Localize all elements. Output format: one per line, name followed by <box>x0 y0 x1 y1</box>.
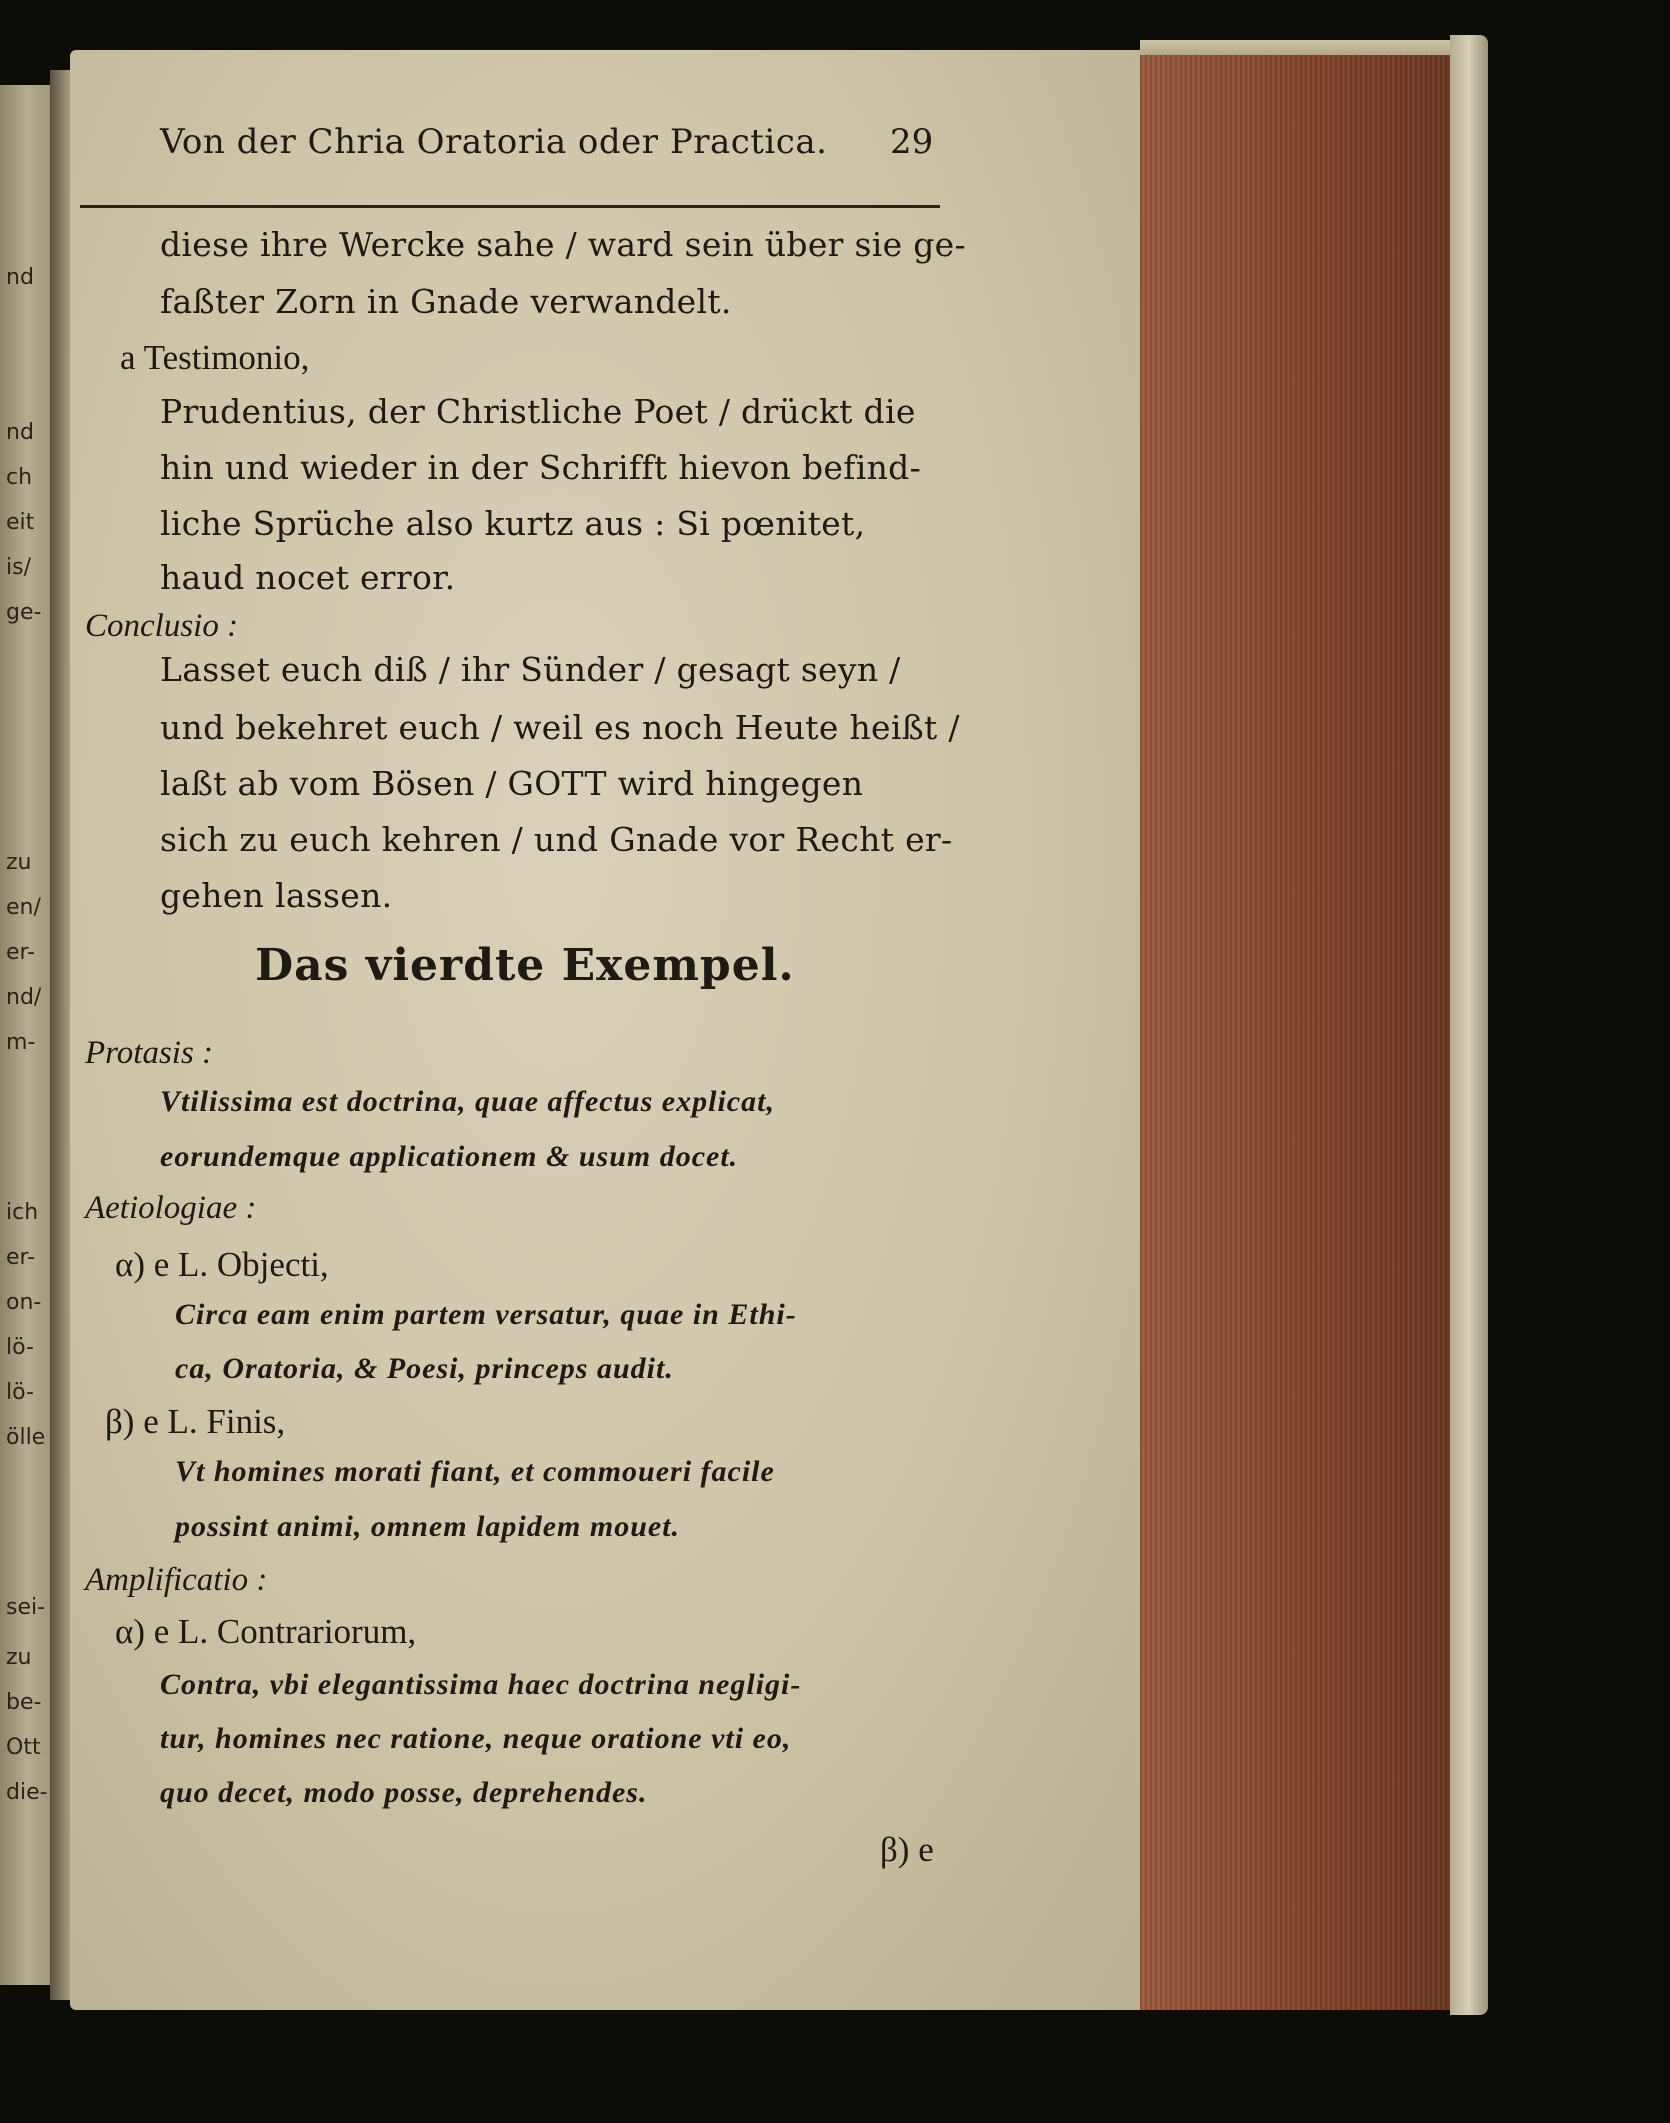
text-line: und bekehret euch / weil es noch Heute heißt / <box>160 708 960 747</box>
left-fragment: sei- <box>6 1595 46 1620</box>
page-stack-edge <box>1140 55 1455 2010</box>
section-label: Conclusio : <box>85 608 239 644</box>
left-fragment: m- <box>6 1030 36 1055</box>
section-label: Aetiologiae : <box>85 1190 257 1226</box>
header-rule <box>80 205 940 208</box>
left-fragment: nd/ <box>6 985 42 1010</box>
subsection-label: α) e L. Objecti, <box>115 1245 329 1284</box>
left-fragment: ge- <box>6 600 42 625</box>
left-fragment: en/ <box>6 895 41 920</box>
text-line: diese ihre Wercke sahe / ward sein über sie ge- <box>160 225 966 264</box>
text-line: sich zu euch kehren / und Gnade vor Recht er- <box>160 820 953 859</box>
latin-line: tur, homines nec ratione, neque oratione vti eo, <box>160 1722 792 1755</box>
latin-line: quo decet, modo posse, deprehendes. <box>160 1776 648 1809</box>
left-fragment: zu <box>6 1645 32 1670</box>
text-line: gehen lassen. <box>160 876 393 915</box>
section-label: Protasis : <box>85 1035 214 1071</box>
left-fragment: ch <box>6 465 33 490</box>
text-line: faßter Zorn in Gnade verwandelt. <box>160 282 732 321</box>
left-fragment: nd <box>6 420 34 445</box>
latin-line: Contra, vbi elegantissima haec doctrina negligi- <box>160 1668 802 1701</box>
left-fragment: on- <box>6 1290 42 1315</box>
section-heading: Das vierdte Exempel. <box>255 940 795 991</box>
left-fragment: be- <box>6 1690 42 1715</box>
subsection-label: β) e L. Finis, <box>105 1402 286 1441</box>
left-fragment: ich <box>6 1200 39 1225</box>
left-fragment: zu <box>6 850 32 875</box>
page-number: 29 <box>890 122 934 162</box>
text-line: liche Sprüche also kurtz aus : Si pœnitet, <box>160 504 866 543</box>
left-fragment: is/ <box>6 555 31 580</box>
catchword: β) e <box>880 1830 934 1869</box>
left-fragment: lö- <box>6 1335 34 1360</box>
text-line: Prudentius, der Christliche Poet / drückt die <box>160 392 916 431</box>
section-label: Amplificatio : <box>85 1562 268 1598</box>
latin-line: Vt homines morati fiant, et commoueri facile <box>175 1455 775 1488</box>
left-fragment: nd <box>6 265 34 290</box>
latin-line: ca, Oratoria, & Poesi, princeps audit. <box>175 1352 674 1385</box>
left-fragment: lö- <box>6 1380 34 1405</box>
subsection-label: α) e L. Contrariorum, <box>115 1612 417 1651</box>
left-fragment: er- <box>6 1245 36 1270</box>
latin-line: Vtilissima est doctrina, quae affectus explicat, <box>160 1085 775 1118</box>
text-line: Lasset euch diß / ihr Sünder / gesagt seyn / <box>160 650 901 689</box>
text-line: haud nocet error. <box>160 558 456 597</box>
left-fragment: Ott <box>6 1735 41 1760</box>
latin-line: possint animi, omnem lapidem mouet. <box>175 1510 681 1543</box>
text-line: laßt ab vom Bösen / GOTT wird hingegen <box>160 764 864 803</box>
left-fragment: die- <box>6 1780 48 1805</box>
left-fragment: eit <box>6 510 35 535</box>
text-line: hin und wieder in der Schrifft hievon befind- <box>160 448 922 487</box>
left-fragment: ölle <box>6 1425 46 1450</box>
running-title: Von der Chria Oratoria oder Practica. <box>160 122 828 162</box>
latin-line: eorundemque applicationem & usum docet. <box>160 1140 739 1173</box>
section-label: a Testimonio, <box>120 338 310 377</box>
book-cover-edge <box>1450 35 1488 2015</box>
latin-line: Circa eam enim partem versatur, quae in Ethi- <box>175 1298 797 1331</box>
left-fragment: er- <box>6 940 36 965</box>
